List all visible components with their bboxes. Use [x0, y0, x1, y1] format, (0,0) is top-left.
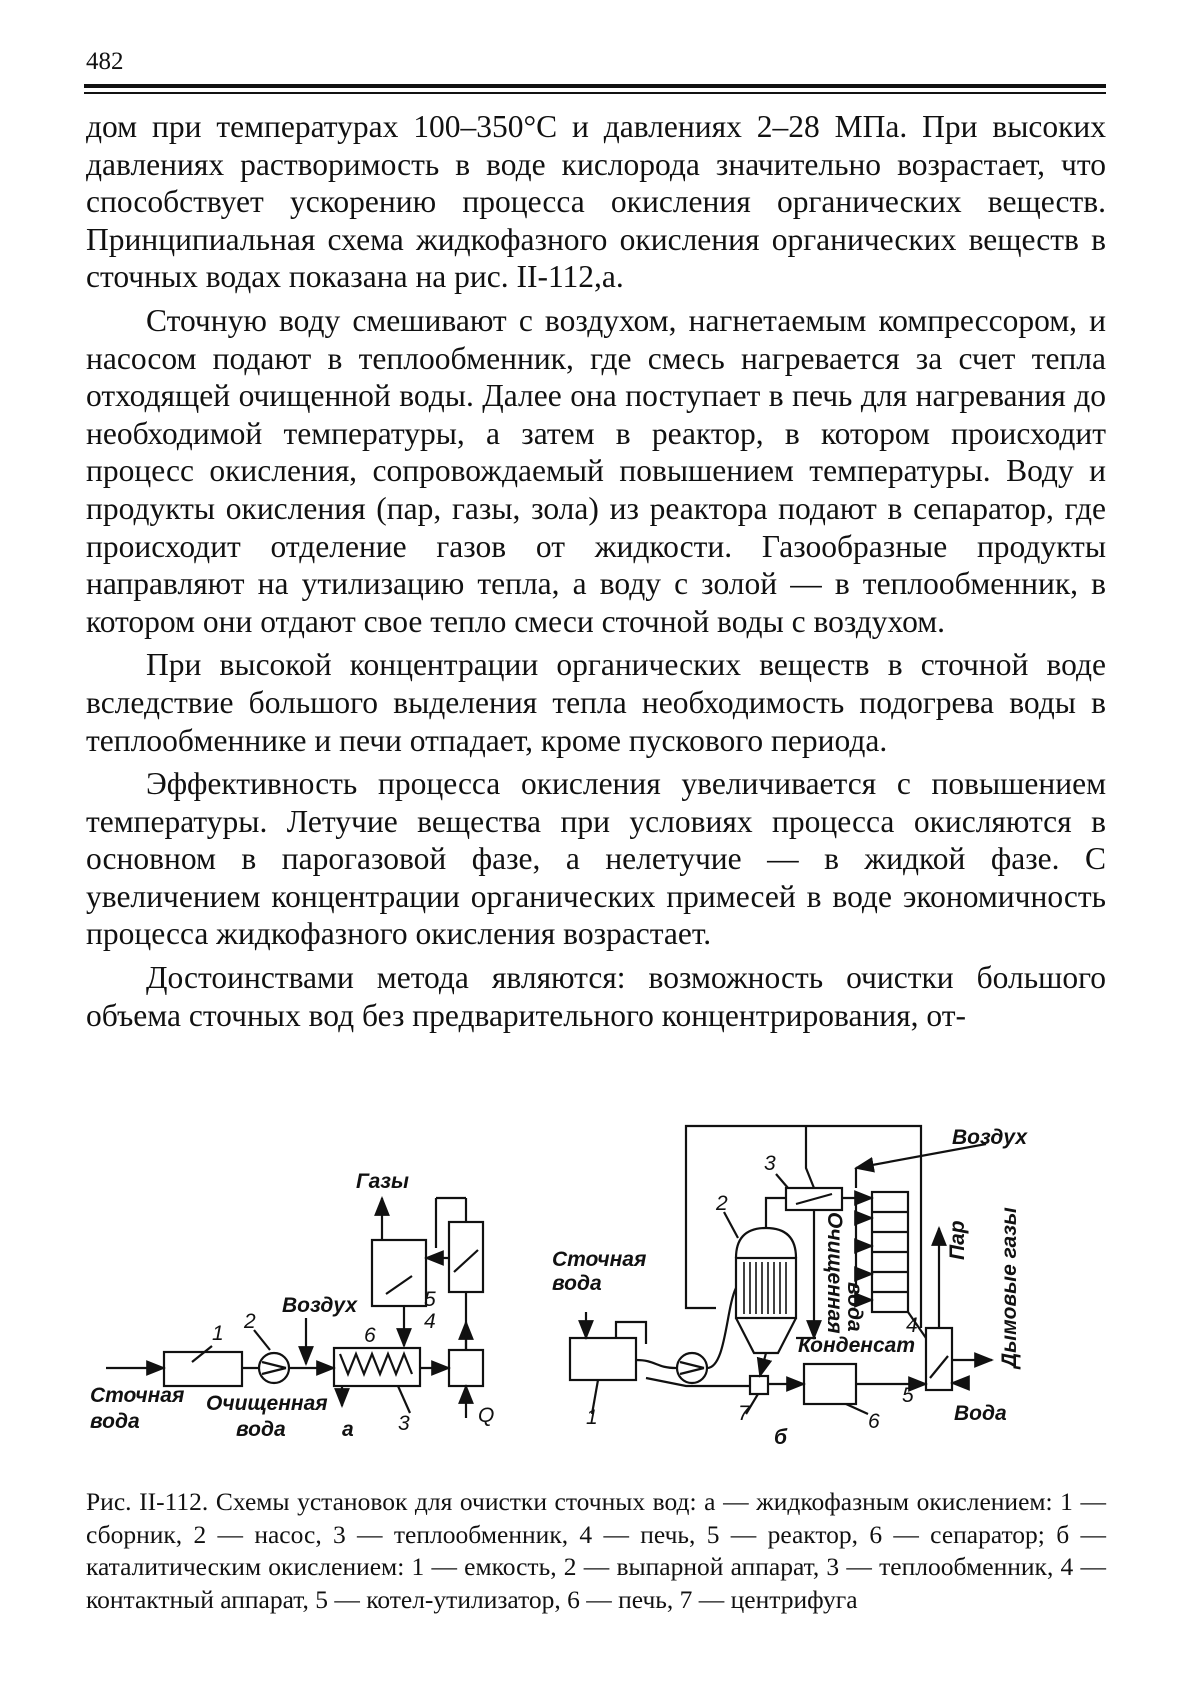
pump-blade-b: [680, 1368, 704, 1374]
label-condensate-b: Конденсат: [798, 1334, 915, 1357]
label-purified-b-2: вода: [843, 1282, 866, 1332]
label-wastewater-a-2: вода: [90, 1410, 140, 1433]
leader-6-b: [846, 1404, 868, 1414]
label-water-b: Вода: [954, 1402, 1007, 1425]
pump-blade-a: [262, 1368, 286, 1374]
label-purified-a-2: вода: [236, 1418, 286, 1441]
label-3-b: 3: [764, 1152, 776, 1175]
furnace-a: [449, 1350, 483, 1386]
label-3-a: 3: [398, 1412, 410, 1435]
pipe-b: [616, 1322, 646, 1344]
paragraph: Эффективность процесса окисления увеличивается с повышением температуры. Летучие вещества при условиях процесса окисляются в основном в парогазовой фазе, а нелетучие — в жидкой фазе. С увеличением концентрации органических примесей в воде экономичность процесса жидкофазного окисления возрастает.: [86, 766, 1106, 952]
paragraph: Достоинствами метода являются: возможность очистки большого объема сточных вод без предварительного концентрирования, от-: [86, 960, 1106, 1033]
label-1-b: 1: [586, 1406, 598, 1429]
label-purified-a-1: Очищенная: [206, 1392, 328, 1415]
label-4-b: 4: [906, 1314, 918, 1337]
tank-b: [570, 1338, 636, 1380]
page-number: 482: [86, 48, 124, 75]
paragraph: При высокой концентрации органических веществ в сточной воде вследствие большого выделения тепла необходимость подогрева воды в теплообменнике и печи отпадает, кроме пускового периода.: [86, 647, 1106, 758]
pipe-b: [636, 1360, 676, 1368]
reactor-mark-a: [454, 1250, 478, 1272]
figure-schemes: [86, 1082, 1116, 1482]
paragraph: дом при температурах 100–350°C и давлениях 2–28 МПа. При высоких давлениях растворимость в воде кислорода значительно возрастает, что способствует ускорению процесса окисления органических веществ. Принципиальная схема жидкофазного окисления органических веществ в сточных водах показана на рис. II-112,а.: [86, 109, 1106, 295]
boiler-mark-b: [930, 1356, 948, 1378]
label-6-b: 6: [868, 1410, 880, 1433]
header-rule-thick: [84, 84, 1106, 88]
collector-a: [164, 1352, 242, 1386]
label-7-b: 7: [738, 1402, 750, 1425]
label-wastewater-a-1: Сточная: [90, 1384, 185, 1407]
heat-exchanger-coil-a: [340, 1354, 412, 1374]
centrifuge-b: [750, 1376, 768, 1394]
label-5-b: 5: [902, 1384, 914, 1407]
label-air-b: Воздух: [952, 1126, 1028, 1149]
leader-2-a: [254, 1330, 270, 1350]
waste-heat-boiler-b: [926, 1328, 952, 1390]
evaporator-b: [736, 1258, 796, 1318]
leader-3-b: [776, 1174, 788, 1188]
label-panel-b: б: [774, 1426, 788, 1449]
label-purified-b-1: Очищенная: [823, 1212, 846, 1334]
process-flow-diagram: [86, 1082, 1116, 1482]
label-2-b: 2: [716, 1192, 728, 1215]
body-text: [86, 108, 1106, 1040]
label-4-a: 4: [424, 1310, 436, 1333]
pipe-b: [806, 1126, 814, 1188]
leader-2-b: [724, 1212, 738, 1238]
header-rule-thin: [84, 92, 1106, 94]
pump-blade-b: [680, 1362, 704, 1368]
label-6-a: 6: [364, 1324, 376, 1347]
label-wastewater-b-1: Сточная: [552, 1248, 647, 1271]
pipe-b: [707, 1288, 736, 1368]
separator-mark-a: [386, 1276, 412, 1294]
label-steam-b: Пар: [946, 1220, 969, 1260]
reactor-a: [449, 1222, 483, 1292]
furnace-b: [804, 1364, 856, 1404]
vapor-pipe-b: [766, 1198, 786, 1228]
separator-a: [372, 1240, 426, 1306]
label-air-a: Воздух: [282, 1294, 358, 1317]
leader-1-a: [192, 1346, 212, 1362]
label-flue-gases-b: Дымовые газы: [998, 1207, 1021, 1368]
recycle-pipe-b: [686, 1126, 921, 1328]
evaporator-cone-b: [736, 1318, 796, 1353]
paragraph: Сточную воду смешивают с воздухом, нагнетаемым компрессором, и насосом подают в теплообменник, где смесь нагревается за счет тепла отходящей очищенной воды. Далее она поступает в печь для нагревания до необходимой температуры, а затем в реактор, в котором происходит процесс окисления, сопровождаемый повышением температуры. Воду и продукты окисления (пар, газы, зола) из реактора подают в сепаратор, где происходит отделение газов от жидкости. Газообразные продукты направляют на утилизацию тепла, а воду с золой — в теплообменник, в котором они отдают свое тепло смеси сточной воды с воздухом.: [86, 302, 1106, 639]
label-wastewater-b-2: вода: [552, 1272, 602, 1295]
leader-3-a: [398, 1386, 410, 1413]
label-gases-a: Газы: [356, 1170, 409, 1193]
pump-blade-a: [262, 1362, 286, 1368]
label-q-a: Q: [478, 1404, 495, 1427]
label-1-a: 1: [212, 1322, 224, 1345]
label-2-a: 2: [244, 1310, 256, 1333]
label-panel-a: а: [342, 1418, 354, 1441]
label-5-a: 5: [424, 1288, 436, 1311]
figure-caption: Рис. II-112. Схемы установок для очистки сточных вод: а — жидкофазным окислением: 1 — сборник, 2 — насос, 3 — теплообменник, 4 — печь, 5 — реактор, 6 — сепаратор; б — каталитическим окислением: 1 — емкость, 2 — выпарной аппарат, 3 — теплообменник, 4 — контактный аппарат, 5 — котел-утилизатор, 6 — печь, 7 — центрифуга: [86, 1487, 1106, 1614]
evaporator-dome-b: [736, 1228, 796, 1258]
heat-exchanger-mark-b: [796, 1194, 832, 1204]
pipe-b: [760, 1353, 766, 1376]
